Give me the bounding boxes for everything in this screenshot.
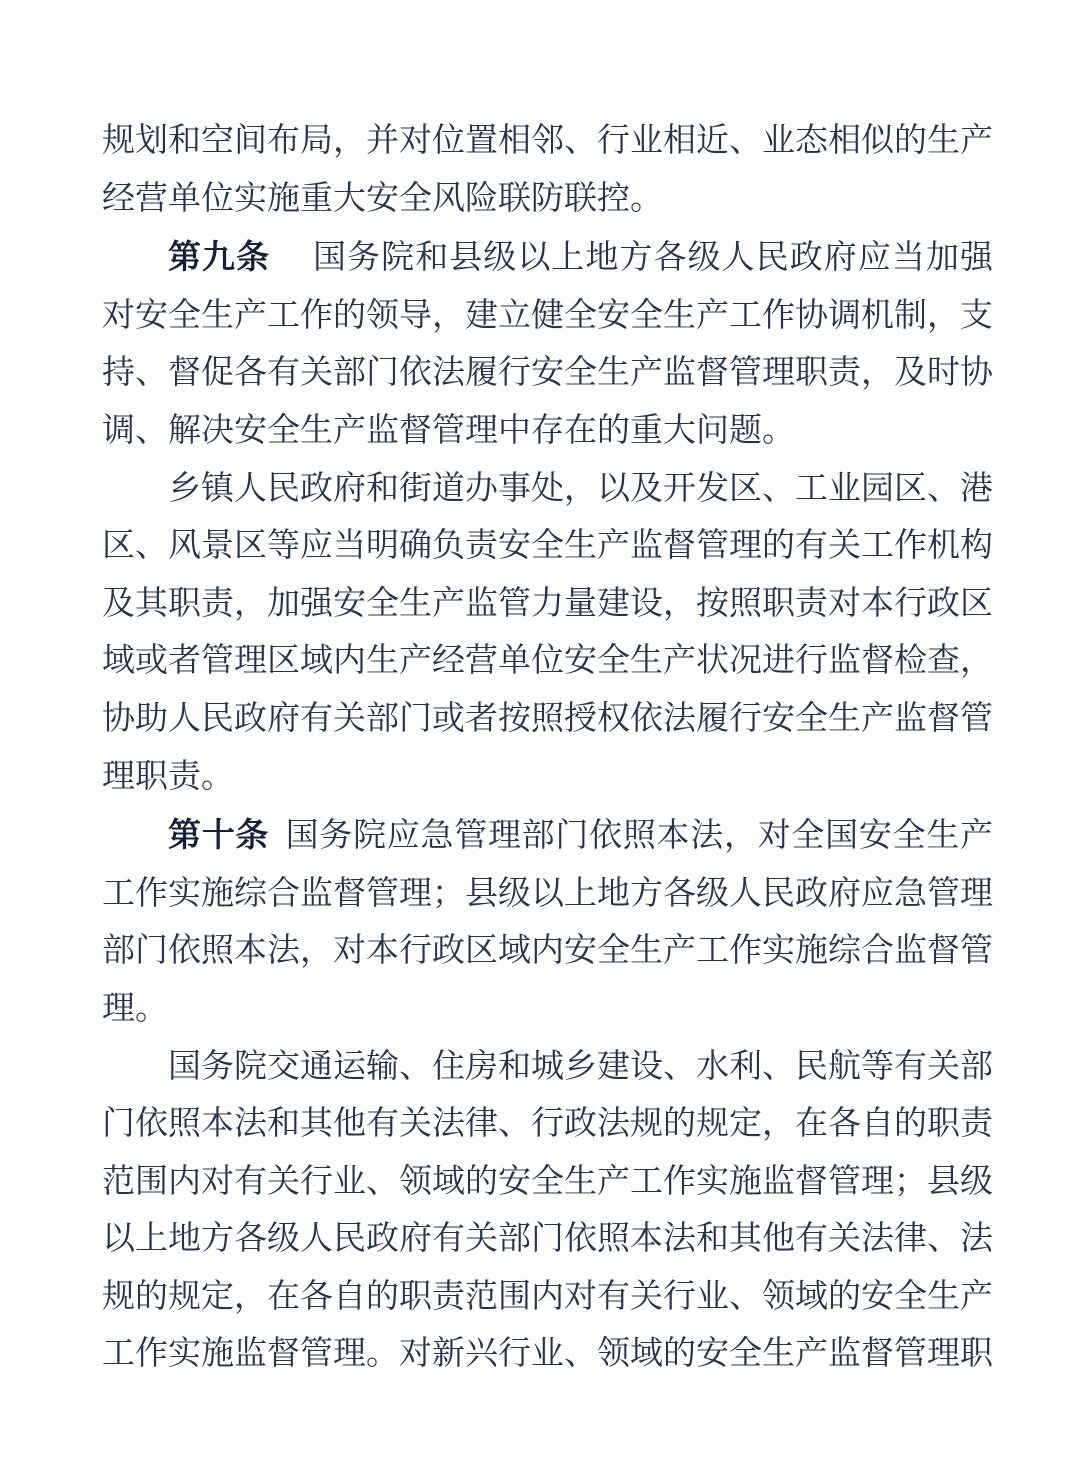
paragraph-continuation — [102, 113, 993, 228]
paragraph-article-10 — [102, 806, 993, 1038]
paragraph-article-9-clause-2 — [102, 461, 993, 807]
article-10-label: 第十条 — [168, 816, 270, 854]
paragraph-text: 国务院和县级以上地方各级人民政府应当加强对安全生产工作的领导，建立健全安全生产工作协调机制，支持、督促各有关部门依法履行安全生产监督管理职责，及时协调、解决安全生产监督管理中存在的重大问题。 — [102, 240, 994, 449]
paragraph-text: 国务院应急管理部门依照本法，对全国安全生产工作实施综合监督管理；县级以上地方各级人民政府应急管理部门依照本法，对本行政区域内安全生产工作实施综合监督管理。 — [102, 818, 994, 1027]
paragraph-article-9 — [102, 228, 993, 460]
paragraph-text: 国务院交通运输、住房和城乡建设、水利、民航等有关部门依照本法和其他有关法律、行政法规的规定，在各自的职责范围内对有关行业、领域的安全生产工作实施监督管理；县级以上地方各级人民政府有关部门依照本法和其他有关法律、法规的规定，在各自的职责范围内对有关行业、领域的安全生产工作实施监督管理。对新兴行业、领域的安全生产监督管理职 — [102, 1048, 993, 1373]
law-text-body — [102, 113, 993, 1384]
paragraph-text: 乡镇人民政府和街道办事处，以及开发区、工业园区、港区、风景区等应当明确负责安全生产监督管理的有关工作机构及其职责，加强安全生产监管力量建设，按照职责对本行政区域或者管理区域内生产经营单位安全生产状况进行监督检查，协助人民政府有关部门或者按照授权依法履行安全生产监督管理职责。 — [102, 470, 993, 795]
paragraph-text: 规划和空间布局，并对位置相邻、行业相近、业态相似的生产经营单位实施重大安全风险联防联控。 — [102, 123, 993, 217]
paragraph-article-10-clause-2 — [102, 1039, 993, 1385]
article-9-label: 第九条 — [168, 238, 271, 276]
